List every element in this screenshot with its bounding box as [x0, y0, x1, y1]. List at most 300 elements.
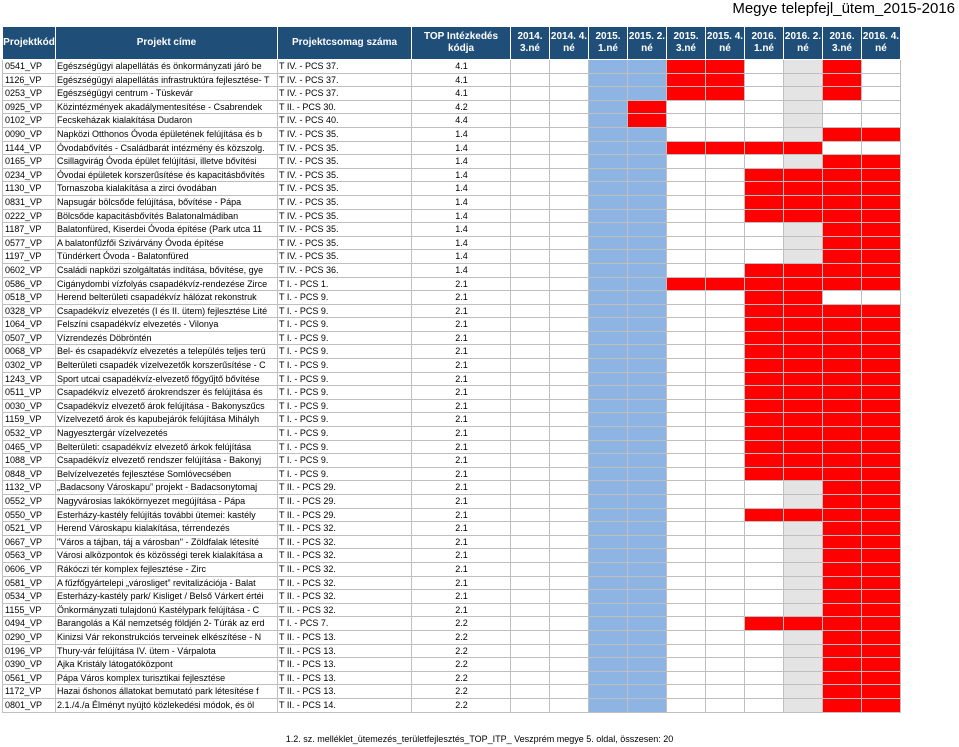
- schedule-cell: [667, 114, 706, 128]
- schedule-cell: [823, 630, 862, 644]
- schedule-cell: [706, 263, 745, 277]
- schedule-cell: [511, 277, 550, 291]
- schedule-cell: [745, 386, 784, 400]
- schedule-cell: [745, 263, 784, 277]
- schedule-cell: [667, 454, 706, 468]
- schedule-cell: [589, 182, 628, 196]
- schedule-cell: [862, 413, 901, 427]
- table-row: [3, 359, 901, 373]
- project-id-cell: 0302_VP: [3, 359, 56, 373]
- schedule-cell: [784, 508, 823, 522]
- schedule-cell: [823, 549, 862, 563]
- schedule-cell: [706, 195, 745, 209]
- table-row: [3, 209, 901, 223]
- schedule-cell: [823, 671, 862, 685]
- schedule-cell: [706, 168, 745, 182]
- schedule-cell: [823, 698, 862, 712]
- schedule-cell: [823, 427, 862, 441]
- schedule-cell: [511, 399, 550, 413]
- schedule-cell: [784, 155, 823, 169]
- schedule-cell: [862, 87, 901, 101]
- schedule-cell: [667, 318, 706, 332]
- project-id-cell: 0518_VP: [3, 291, 56, 305]
- project-name-cell: Felszíni csapadékvíz elvezetés - Vilonya: [56, 318, 278, 332]
- schedule-cell: [667, 291, 706, 305]
- schedule-cell: [511, 658, 550, 672]
- schedule-cell: [628, 658, 667, 672]
- project-id-cell: 0550_VP: [3, 508, 56, 522]
- schedule-cell: [511, 685, 550, 699]
- schedule-cell: [550, 100, 589, 114]
- schedule-cell: [823, 372, 862, 386]
- table-body: [3, 60, 901, 713]
- schedule-cell: [511, 182, 550, 196]
- schedule-cell: [550, 168, 589, 182]
- schedule-cell: [784, 630, 823, 644]
- schedule-cell: [667, 495, 706, 509]
- schedule-cell: [667, 413, 706, 427]
- schedule-cell: [784, 100, 823, 114]
- schedule-cell: [784, 427, 823, 441]
- schedule-cell: [784, 209, 823, 223]
- schedule-cell: [784, 372, 823, 386]
- table-row: [3, 73, 901, 87]
- schedule-cell: [628, 127, 667, 141]
- schedule-cell: [823, 209, 862, 223]
- schedule-cell: [745, 168, 784, 182]
- schedule-cell: [862, 195, 901, 209]
- schedule-cell: [706, 427, 745, 441]
- package-cell: T II. - PCS 32.: [278, 535, 412, 549]
- project-id-cell: 0102_VP: [3, 114, 56, 128]
- schedule-cell: [589, 250, 628, 264]
- schedule-cell: [745, 223, 784, 237]
- schedule-cell: [589, 277, 628, 291]
- schedule-cell: [706, 522, 745, 536]
- schedule-cell: [628, 644, 667, 658]
- schedule-cell: [511, 250, 550, 264]
- table-row: [3, 440, 901, 454]
- project-name-cell: Nagyvárosias lakókörnyezet megújítása - Pápa: [56, 495, 278, 509]
- schedule-cell: [784, 685, 823, 699]
- schedule-cell: [511, 508, 550, 522]
- schedule-cell: [823, 386, 862, 400]
- schedule-cell: [550, 508, 589, 522]
- schedule-cell: [589, 427, 628, 441]
- schedule-cell: [589, 60, 628, 74]
- project-name-cell: Sport utcai csapadékvíz-elvezető főgyűjtő bővítése: [56, 372, 278, 386]
- schedule-cell: [511, 549, 550, 563]
- schedule-cell: [511, 209, 550, 223]
- package-cell: T I. - PCS 9.: [278, 386, 412, 400]
- schedule-cell: [706, 304, 745, 318]
- schedule-cell: [862, 236, 901, 250]
- schedule-cell: [823, 223, 862, 237]
- schedule-cell: [862, 250, 901, 264]
- schedule-cell: [550, 630, 589, 644]
- table-row: [3, 141, 901, 155]
- measure-code-cell: 1.4: [412, 141, 511, 155]
- schedule-cell: [667, 372, 706, 386]
- measure-code-cell: 2.1: [412, 562, 511, 576]
- table-row: [3, 250, 901, 264]
- schedule-cell: [589, 359, 628, 373]
- schedule-cell: [511, 141, 550, 155]
- schedule-cell: [784, 141, 823, 155]
- table-row: [3, 562, 901, 576]
- schedule-cell: [784, 454, 823, 468]
- table-row: [3, 685, 901, 699]
- project-name-cell: A fűzfőgyártelepi „városliget” revitalizációja - Balat: [56, 576, 278, 590]
- project-name-cell: „Badacsony Városkapu” projekt - Badacsonytomaj: [56, 481, 278, 495]
- schedule-cell: [667, 603, 706, 617]
- schedule-cell: [784, 236, 823, 250]
- schedule-cell: [745, 114, 784, 128]
- schedule-cell: [589, 345, 628, 359]
- schedule-cell: [667, 535, 706, 549]
- schedule-cell: [823, 576, 862, 590]
- schedule-cell: [706, 454, 745, 468]
- measure-code-cell: 4.2: [412, 100, 511, 114]
- project-name-cell: Csapadékvíz elvezető árok felújítása - Bakonyszűcs: [56, 399, 278, 413]
- project-id-cell: 0234_VP: [3, 168, 56, 182]
- schedule-cell: [511, 440, 550, 454]
- schedule-cell: [862, 345, 901, 359]
- project-name-cell: Csapadékvíz elvezető rendszer felújítása - Bakonyj: [56, 454, 278, 468]
- measure-code-cell: 2.1: [412, 386, 511, 400]
- header-quarter: 2015. 2. né: [628, 27, 667, 60]
- schedule-cell: [823, 440, 862, 454]
- schedule-cell: [667, 168, 706, 182]
- measure-code-cell: 1.4: [412, 182, 511, 196]
- project-id-cell: 1088_VP: [3, 454, 56, 468]
- schedule-cell: [823, 658, 862, 672]
- header-quarter: 2015. 4. né: [706, 27, 745, 60]
- schedule-cell: [706, 141, 745, 155]
- project-id-cell: 0561_VP: [3, 671, 56, 685]
- package-cell: T II. - PCS 32.: [278, 603, 412, 617]
- schedule-cell: [550, 603, 589, 617]
- schedule-cell: [862, 644, 901, 658]
- schedule-cell: [511, 467, 550, 481]
- schedule-cell: [862, 155, 901, 169]
- project-name-cell: Herend Városkapu kialakítása, térrendezés: [56, 522, 278, 536]
- schedule-cell: [862, 263, 901, 277]
- schedule-cell: [706, 603, 745, 617]
- table-row: [3, 345, 901, 359]
- schedule-cell: [589, 440, 628, 454]
- table-row: [3, 277, 901, 291]
- schedule-cell: [784, 399, 823, 413]
- schedule-cell: [628, 195, 667, 209]
- measure-code-cell: 2.1: [412, 495, 511, 509]
- package-cell: T I. - PCS 7.: [278, 617, 412, 631]
- package-cell: T IV. - PCS 35.: [278, 250, 412, 264]
- schedule-cell: [589, 535, 628, 549]
- project-id-cell: 0577_VP: [3, 236, 56, 250]
- schedule-cell: [745, 562, 784, 576]
- project-name-cell: Egészségügyi centrum - Tüskevár: [56, 87, 278, 101]
- measure-code-cell: 2.1: [412, 413, 511, 427]
- package-cell: T I. - PCS 1.: [278, 277, 412, 291]
- measure-code-cell: 2.2: [412, 698, 511, 712]
- schedule-cell: [511, 291, 550, 305]
- project-id-cell: 1132_VP: [3, 481, 56, 495]
- schedule-cell: [628, 549, 667, 563]
- schedule-cell: [589, 155, 628, 169]
- schedule-cell: [628, 508, 667, 522]
- schedule-cell: [823, 141, 862, 155]
- project-id-cell: 0563_VP: [3, 549, 56, 563]
- package-cell: T I. - PCS 9.: [278, 467, 412, 481]
- schedule-cell: [589, 617, 628, 631]
- schedule-cell: [745, 413, 784, 427]
- schedule-cell: [628, 413, 667, 427]
- schedule-cell: [589, 495, 628, 509]
- schedule-cell: [628, 141, 667, 155]
- schedule-cell: [667, 277, 706, 291]
- schedule-cell: [589, 698, 628, 712]
- schedule-cell: [589, 630, 628, 644]
- schedule-cell: [706, 685, 745, 699]
- schedule-cell: [628, 168, 667, 182]
- schedule-cell: [511, 236, 550, 250]
- header-quarter: 2015. 1.né: [589, 27, 628, 60]
- schedule-cell: [628, 277, 667, 291]
- schedule-cell: [823, 603, 862, 617]
- table-row: [3, 535, 901, 549]
- schedule-cell: [823, 535, 862, 549]
- schedule-cell: [589, 522, 628, 536]
- schedule-cell: [667, 522, 706, 536]
- table-row: [3, 495, 901, 509]
- measure-code-cell: 2.1: [412, 372, 511, 386]
- package-cell: T IV. - PCS 35.: [278, 141, 412, 155]
- schedule-cell: [745, 155, 784, 169]
- schedule-cell: [706, 495, 745, 509]
- schedule-cell: [745, 535, 784, 549]
- schedule-cell: [745, 141, 784, 155]
- schedule-cell: [628, 100, 667, 114]
- schedule-cell: [862, 590, 901, 604]
- schedule-cell: [550, 60, 589, 74]
- schedule-cell: [823, 481, 862, 495]
- schedule-cell: [667, 440, 706, 454]
- project-name-cell: Belterületi: csapadékvíz elvezető árkok felújítása: [56, 440, 278, 454]
- schedule-cell: [823, 413, 862, 427]
- package-cell: T II. - PCS 32.: [278, 562, 412, 576]
- schedule-cell: [667, 304, 706, 318]
- schedule-cell: [550, 223, 589, 237]
- schedule-cell: [550, 644, 589, 658]
- schedule-cell: [589, 576, 628, 590]
- schedule-cell: [784, 440, 823, 454]
- schedule-cell: [784, 182, 823, 196]
- table-row: [3, 603, 901, 617]
- measure-code-cell: 2.1: [412, 427, 511, 441]
- schedule-cell: [745, 250, 784, 264]
- package-cell: T IV. - PCS 35.: [278, 127, 412, 141]
- measure-code-cell: 1.4: [412, 250, 511, 264]
- package-cell: T II. - PCS 29.: [278, 481, 412, 495]
- schedule-cell: [706, 481, 745, 495]
- package-cell: T I. - PCS 9.: [278, 399, 412, 413]
- project-id-cell: 1197_VP: [3, 250, 56, 264]
- schedule-cell: [511, 535, 550, 549]
- schedule-cell: [706, 250, 745, 264]
- schedule-cell: [589, 386, 628, 400]
- schedule-cell: [862, 386, 901, 400]
- header-quarter: 2016. 2. né: [784, 27, 823, 60]
- measure-code-cell: 1.4: [412, 155, 511, 169]
- schedule-cell: [745, 508, 784, 522]
- table-row: [3, 87, 901, 101]
- schedule-cell: [745, 236, 784, 250]
- schedule-cell: [628, 467, 667, 481]
- schedule-cell: [784, 522, 823, 536]
- measure-code-cell: 2.1: [412, 576, 511, 590]
- schedule-cell: [745, 698, 784, 712]
- schedule-cell: [862, 114, 901, 128]
- package-cell: T II. - PCS 13.: [278, 671, 412, 685]
- measure-code-cell: 2.2: [412, 630, 511, 644]
- schedule-cell: [745, 495, 784, 509]
- schedule-cell: [745, 440, 784, 454]
- schedule-cell: [511, 114, 550, 128]
- schedule-cell: [511, 263, 550, 277]
- schedule-cell: [862, 549, 901, 563]
- schedule-cell: [706, 413, 745, 427]
- project-id-cell: 0511_VP: [3, 386, 56, 400]
- schedule-cell: [550, 658, 589, 672]
- schedule-cell: [589, 549, 628, 563]
- schedule-cell: [589, 685, 628, 699]
- schedule-cell: [511, 386, 550, 400]
- schedule-cell: [667, 658, 706, 672]
- schedule-cell: [823, 359, 862, 373]
- schedule-cell: [823, 467, 862, 481]
- schedule-cell: [706, 630, 745, 644]
- header-quarter: 2014. 3.né: [511, 27, 550, 60]
- schedule-cell: [667, 209, 706, 223]
- schedule-cell: [589, 195, 628, 209]
- project-name-cell: Egészségügyi alapellátás infrastruktúra fejlesztése- T: [56, 73, 278, 87]
- table-row: [3, 372, 901, 386]
- schedule-cell: [628, 60, 667, 74]
- package-cell: T IV. - PCS 36.: [278, 263, 412, 277]
- schedule-cell: [706, 291, 745, 305]
- schedule-cell: [628, 304, 667, 318]
- project-id-cell: 0801_VP: [3, 698, 56, 712]
- schedule-cell: [511, 413, 550, 427]
- schedule-cell: [862, 100, 901, 114]
- schedule-cell: [862, 399, 901, 413]
- measure-code-cell: 2.1: [412, 467, 511, 481]
- schedule-cell: [628, 291, 667, 305]
- schedule-cell: [784, 87, 823, 101]
- package-cell: T II. - PCS 30.: [278, 100, 412, 114]
- schedule-cell: [706, 644, 745, 658]
- project-id-cell: 1159_VP: [3, 413, 56, 427]
- schedule-cell: [745, 630, 784, 644]
- schedule-cell: [862, 223, 901, 237]
- schedule-cell: [862, 603, 901, 617]
- schedule-cell: [823, 454, 862, 468]
- package-cell: T I. - PCS 9.: [278, 372, 412, 386]
- measure-code-cell: 2.2: [412, 658, 511, 672]
- schedule-cell: [550, 263, 589, 277]
- project-name-cell: Egészségügyi alapellátás és önkormányzati járó be: [56, 60, 278, 74]
- schedule-cell: [550, 549, 589, 563]
- schedule-cell: [745, 345, 784, 359]
- schedule-cell: [862, 427, 901, 441]
- schedule-cell: [667, 100, 706, 114]
- project-name-cell: Csillagvirág Óvoda épület felújítási, illetve bővítési: [56, 155, 278, 169]
- schedule-cell: [706, 671, 745, 685]
- schedule-cell: [823, 73, 862, 87]
- schedule-cell: [550, 87, 589, 101]
- schedule-cell: [667, 481, 706, 495]
- schedule-cell: [667, 644, 706, 658]
- schedule-cell: [628, 427, 667, 441]
- measure-code-cell: 2.1: [412, 603, 511, 617]
- schedule-cell: [862, 318, 901, 332]
- schedule-cell: [589, 454, 628, 468]
- schedule-cell: [862, 671, 901, 685]
- schedule-cell: [862, 60, 901, 74]
- page-footer: 1.2. sz. melléklet_ütemezés_területfejlesztés_TOP_ITP_ Veszprém megye 5. oldal, összesen: 20: [285, 734, 674, 744]
- schedule-cell: [823, 345, 862, 359]
- project-name-cell: Barangolás a Kál nemzetség földjén 2- Túrák az erd: [56, 617, 278, 631]
- document-title: Megye telepfejl_ütem_2015-2016: [732, 0, 955, 17]
- schedule-cell: [511, 427, 550, 441]
- measure-code-cell: 1.4: [412, 195, 511, 209]
- schedule-cell: [745, 427, 784, 441]
- schedule-cell: [706, 318, 745, 332]
- schedule-cell: [511, 644, 550, 658]
- schedule-cell: [628, 223, 667, 237]
- table-row: [3, 522, 901, 536]
- table-row: [3, 195, 901, 209]
- project-name-cell: Kinizsi Vár rekonstrukciós terveinek elkészítése - N: [56, 630, 278, 644]
- schedule-cell: [667, 617, 706, 631]
- schedule-cell: [511, 155, 550, 169]
- schedule-cell: [823, 291, 862, 305]
- schedule-cell: [862, 522, 901, 536]
- package-cell: T I. - PCS 9.: [278, 427, 412, 441]
- schedule-cell: [745, 658, 784, 672]
- project-id-cell: 0390_VP: [3, 658, 56, 672]
- schedule-cell: [511, 345, 550, 359]
- schedule-cell: [628, 250, 667, 264]
- schedule-cell: [628, 87, 667, 101]
- schedule-cell: [784, 60, 823, 74]
- measure-code-cell: 4.1: [412, 87, 511, 101]
- schedule-cell: [628, 630, 667, 644]
- schedule-cell: [550, 413, 589, 427]
- schedule-cell: [550, 454, 589, 468]
- measure-code-cell: 4.4: [412, 114, 511, 128]
- measure-code-cell: 1.4: [412, 127, 511, 141]
- schedule-cell: [628, 155, 667, 169]
- schedule-cell: [628, 685, 667, 699]
- schedule-cell: [667, 250, 706, 264]
- schedule-cell: [745, 467, 784, 481]
- schedule-cell: [589, 481, 628, 495]
- project-name-cell: Vízelvezető árok és kapubejárók felújítása Mihályh: [56, 413, 278, 427]
- project-name-cell: Vízrendezés Döbröntén: [56, 331, 278, 345]
- table-row: [3, 114, 901, 128]
